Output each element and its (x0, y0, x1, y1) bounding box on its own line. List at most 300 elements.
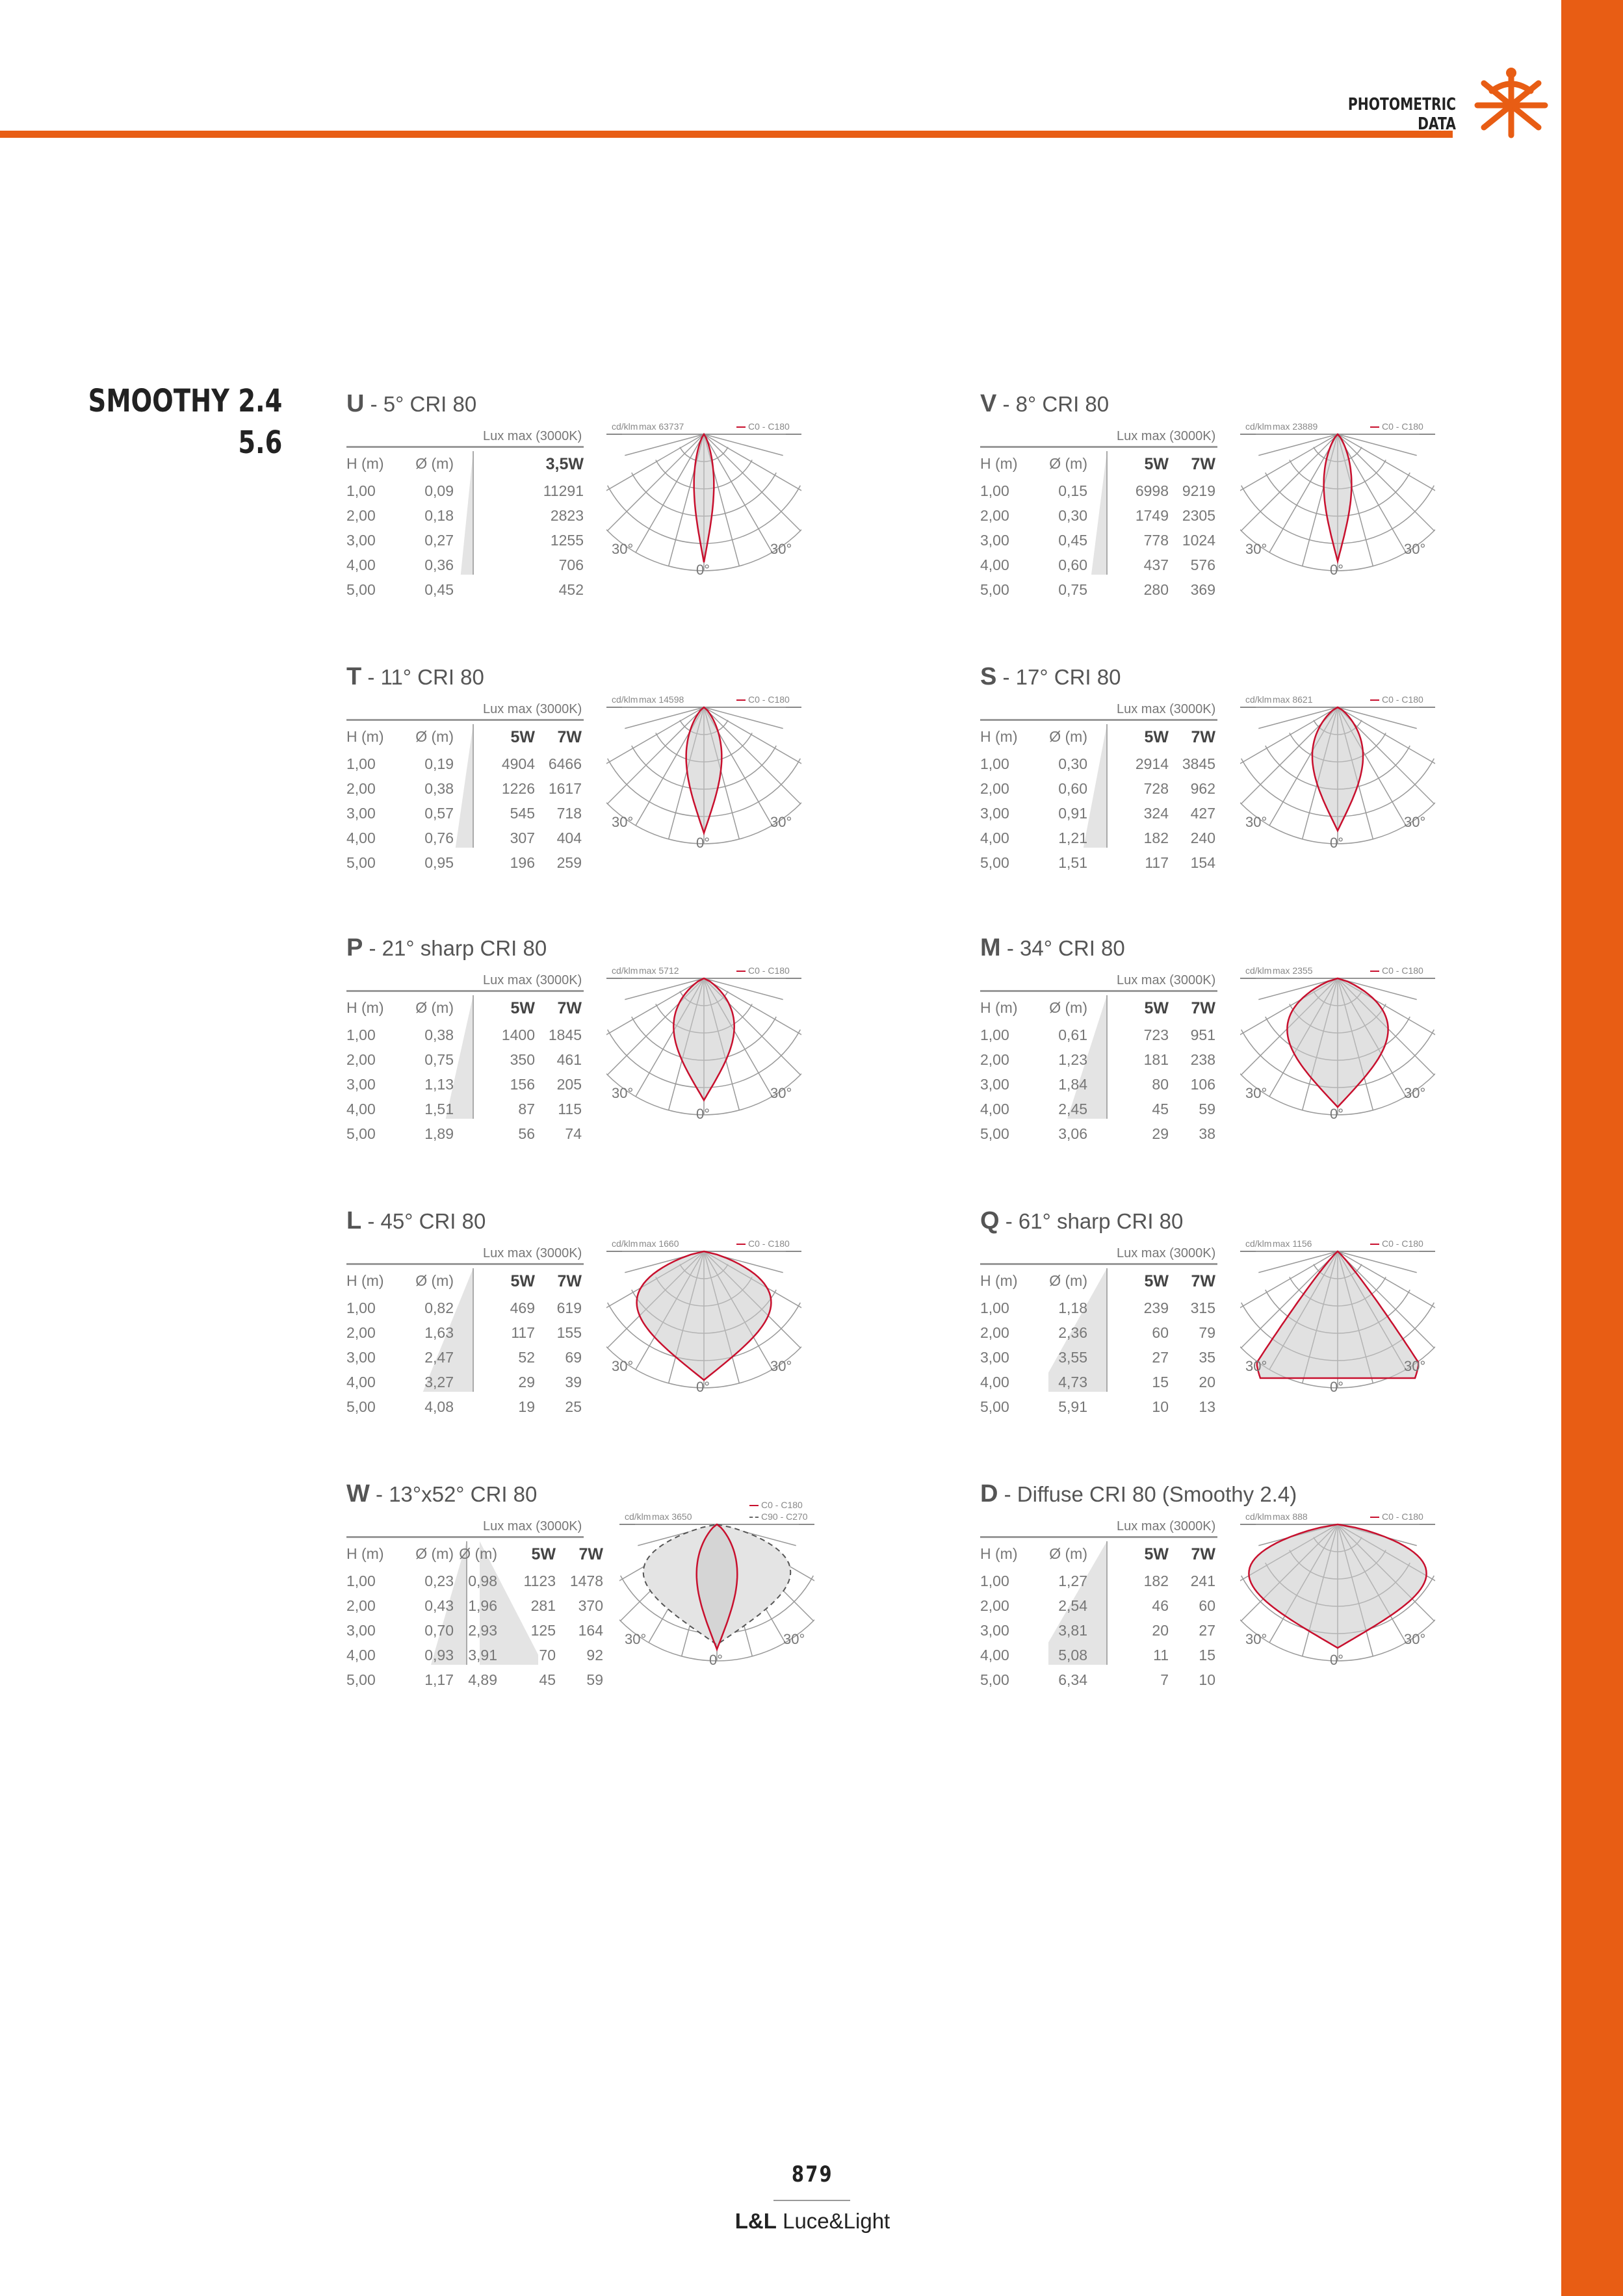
table-cell: 3,06 (1058, 1125, 1087, 1142)
unit-label: cd/klm (1245, 965, 1272, 976)
table-cell: 15 (1152, 1374, 1169, 1390)
table-cell: 5,00 (346, 1398, 376, 1415)
table-cell: 1,00 (346, 755, 376, 772)
section-title: PHOTOMETRIC DATA (1347, 95, 1456, 134)
table-cell: 281 (530, 1597, 556, 1614)
column-header: Ø (m) (415, 728, 454, 745)
table-cell: 437 (1143, 556, 1169, 573)
column-header: Ø (m) (459, 1545, 497, 1562)
polar-spoke (704, 434, 783, 456)
table-cell: 19 (518, 1398, 535, 1415)
angle-label-right: 30° (1404, 541, 1426, 557)
polar-spoke (608, 434, 704, 530)
block-title (346, 1207, 486, 1235)
table-cell: 3,00 (346, 1076, 376, 1093)
lux-max-label: Lux max (3000K) (1117, 1246, 1216, 1260)
table-cell: 1749 (1135, 507, 1169, 524)
table-cell: 3,00 (346, 805, 376, 822)
column-header: Ø (m) (415, 1545, 454, 1562)
table-cell: 5,00 (980, 854, 1009, 871)
table-cell: 0,60 (1058, 556, 1087, 573)
power-header: 5W (510, 999, 535, 1017)
table-cell: 3,00 (980, 1076, 1009, 1093)
table-cell: 5,00 (346, 581, 376, 598)
legend-line-icon (1370, 971, 1379, 972)
header-divider (346, 1263, 584, 1265)
table-cell: 5,91 (1058, 1398, 1087, 1415)
table-cell: 1,89 (424, 1125, 454, 1142)
power-header: 7W (557, 999, 582, 1017)
header-divider (980, 990, 1217, 992)
table-cell: 0,95 (424, 854, 454, 871)
legend-c0 (736, 1238, 790, 1249)
table-cell: 369 (1190, 581, 1215, 598)
table-cell: 0,91 (1058, 805, 1087, 822)
optic-description: - 8° CRI 80 (996, 392, 1110, 416)
column-header: H (m) (346, 1272, 384, 1289)
table-cell: 0,19 (424, 755, 454, 772)
optic-description: - 5° CRI 80 (364, 392, 477, 416)
table-cell: 238 (1190, 1051, 1215, 1068)
max-intensity-label: max 2355 (1273, 965, 1313, 976)
column-header: H (m) (980, 455, 1018, 472)
legend-line-icon (736, 971, 746, 972)
table-cell: 1845 (548, 1026, 582, 1043)
table-cell: 469 (510, 1299, 535, 1316)
table-cell: 27 (1199, 1622, 1215, 1639)
lux-max-label: Lux max (3000K) (1117, 1519, 1216, 1533)
photometric-block-d (980, 1480, 1435, 1695)
legend-c0 (1370, 694, 1423, 705)
header-divider (346, 1536, 584, 1538)
table-cell: 1,18 (1058, 1299, 1087, 1316)
table-cell: 0,60 (1058, 780, 1087, 797)
power-header: 7W (1191, 999, 1215, 1017)
photometric-block-t (346, 663, 801, 878)
table-cell: 125 (530, 1622, 556, 1639)
table-cell: 0,45 (1058, 532, 1087, 549)
power-header: 5W (1144, 1545, 1169, 1563)
table-cell: 1024 (1182, 532, 1215, 549)
angle-label-zero: 0° (1330, 1106, 1344, 1122)
footer-brand (682, 2209, 942, 2234)
header-divider (346, 990, 584, 992)
table-cell: 11 (1153, 1647, 1169, 1663)
table-cell: 182 (1143, 829, 1169, 846)
polar-chart (1240, 961, 1435, 1150)
column-header: H (m) (980, 1545, 1018, 1562)
table-cell: 2,00 (980, 507, 1009, 524)
table-cell: 7 (1160, 1671, 1169, 1688)
table-cell: 2305 (1182, 507, 1215, 524)
table-cell: 87 (518, 1101, 535, 1117)
column-header: Ø (m) (1049, 728, 1087, 745)
table-cell: 45 (539, 1671, 556, 1688)
legend-text: C0 - C180 (748, 421, 790, 432)
column-header: H (m) (346, 1545, 384, 1562)
table-cell: 117 (511, 1324, 535, 1341)
angle-label-right: 30° (1404, 1085, 1426, 1101)
angle-label-right: 30° (770, 1085, 792, 1101)
optic-description: - 11° CRI 80 (361, 665, 484, 689)
table-cell: 1,17 (424, 1671, 454, 1688)
distribution-curve-c0 (1312, 707, 1363, 831)
photometric-block-w (346, 1480, 808, 1695)
block-title (346, 663, 484, 691)
table-cell: 2,00 (980, 1597, 1009, 1614)
polar-spoke (1338, 434, 1417, 456)
table-cell: 80 (1152, 1076, 1169, 1093)
lux-max-label: Lux max (3000K) (483, 429, 582, 443)
angle-label-right: 30° (770, 1358, 792, 1374)
unit-label: cd/klm (1245, 421, 1272, 432)
table-cell: 56 (518, 1125, 535, 1142)
polar-chart (619, 1500, 814, 1696)
block-title (980, 663, 1121, 691)
table-cell: 29 (518, 1374, 535, 1390)
table-cell: 181 (1143, 1051, 1169, 1068)
block-title (346, 1480, 537, 1508)
chart-header (606, 1234, 801, 1249)
table-cell: 6,34 (1058, 1671, 1087, 1688)
distribution-curve-c0 (1249, 1524, 1426, 1648)
legend-line-icon (1370, 699, 1379, 701)
unit-label: cd/klm (1245, 694, 1272, 705)
table-cell: 1,84 (1058, 1076, 1087, 1093)
legend-text: C0 - C180 (748, 965, 790, 976)
table-cell: 1,00 (980, 1026, 1009, 1043)
legend-text: C0 - C180 (1382, 421, 1423, 432)
table-cell: 370 (578, 1597, 603, 1614)
table-cell: 239 (1143, 1299, 1169, 1316)
block-title (980, 1480, 1297, 1508)
optic-letter: D (980, 1480, 998, 1507)
power-header: 5W (1144, 1272, 1169, 1290)
table-cell: 3,00 (346, 1622, 376, 1639)
chart-header (1240, 417, 1435, 432)
table-cell: 60 (1199, 1597, 1215, 1614)
table-cell: 1,13 (424, 1076, 454, 1093)
lux-max-label: Lux max (3000K) (1117, 973, 1216, 987)
optic-letter: P (346, 934, 363, 961)
chart-header (619, 1500, 814, 1522)
header-divider (980, 1263, 1217, 1265)
page-number: 879 (792, 2161, 833, 2187)
legend-c0 (1370, 421, 1423, 432)
chart-header (1240, 961, 1435, 976)
table-cell: 25 (565, 1398, 582, 1415)
table-cell: 11291 (543, 482, 584, 499)
chart-header (606, 690, 801, 705)
table-cell: 5,00 (980, 1398, 1009, 1415)
angle-label-left: 30° (612, 1085, 634, 1101)
lux-max-label: Lux max (3000K) (483, 1246, 582, 1260)
max-intensity-label: max 888 (1273, 1511, 1308, 1522)
legend-line-icon (1370, 1517, 1379, 1518)
angle-label-zero: 0° (696, 1379, 710, 1395)
table-cell: 0,09 (424, 482, 454, 499)
legend-text: C90 - C270 (761, 1511, 808, 1522)
optic-letter: W (346, 1480, 370, 1507)
accent-sidebar (1561, 0, 1623, 2296)
wedge-shape (456, 724, 473, 848)
polar-spoke (1338, 434, 1435, 502)
table-cell: 20 (1152, 1622, 1169, 1639)
table-cell: 5,00 (346, 1671, 376, 1688)
legend-c0 (1370, 965, 1423, 976)
table-cell: 1,00 (980, 1572, 1009, 1589)
power-header: 5W (510, 728, 535, 746)
table-cell: 4,00 (346, 829, 376, 846)
chart-header (1240, 690, 1435, 705)
table-cell: 0,43 (424, 1597, 454, 1614)
table-cell: 0,61 (1058, 1026, 1087, 1043)
lux-max-label: Lux max (3000K) (483, 973, 582, 987)
column-header: H (m) (980, 728, 1018, 745)
table-cell: 0,76 (424, 829, 454, 846)
header-divider (980, 446, 1217, 448)
table-cell: 241 (1190, 1572, 1215, 1589)
table-cell: 259 (556, 854, 582, 871)
angle-label-left: 30° (625, 1631, 647, 1647)
table-cell: 427 (1190, 805, 1215, 822)
table-cell: 1226 (501, 780, 535, 797)
table-cell: 0,45 (424, 581, 454, 598)
angle-label-left: 30° (612, 1358, 634, 1374)
table-cell: 0,75 (424, 1051, 454, 1068)
table-cell: 1,27 (1058, 1572, 1087, 1589)
power-header: 5W (510, 1272, 535, 1290)
table-cell: 9219 (1182, 482, 1215, 499)
angle-label-zero: 0° (709, 1652, 723, 1668)
legend-text: C0 - C180 (761, 1500, 803, 1510)
table-cell: 576 (1190, 556, 1215, 573)
angle-label-zero: 0° (1330, 562, 1344, 578)
polar-spoke (704, 434, 800, 530)
table-cell: 315 (1190, 1299, 1215, 1316)
table-cell: 2,54 (1058, 1597, 1087, 1614)
table-cell: 106 (1190, 1076, 1215, 1093)
polar-spoke (1240, 434, 1338, 502)
table-cell: 6998 (1135, 482, 1169, 499)
unit-label: cd/klm (612, 1238, 638, 1249)
unit-label: cd/klm (625, 1511, 651, 1522)
table-cell: 154 (1190, 854, 1215, 871)
legend-line-icon (1370, 426, 1379, 428)
legend-line-icon (736, 699, 746, 701)
table-cell: 0,15 (1058, 482, 1087, 499)
optic-letter: S (980, 663, 997, 690)
max-intensity-label: max 63737 (639, 421, 684, 432)
polar-spoke (1258, 434, 1338, 456)
table-cell: 69 (565, 1349, 582, 1366)
table-cell: 2,00 (346, 780, 376, 797)
max-intensity-label: max 1660 (639, 1238, 679, 1249)
power-header: 5W (1144, 455, 1169, 473)
polar-chart (1240, 1234, 1435, 1423)
table-cell: 46 (1152, 1597, 1169, 1614)
legend-text: C0 - C180 (748, 1238, 790, 1249)
photometric-block-v (980, 390, 1435, 605)
column-header: H (m) (980, 999, 1018, 1016)
angle-label-left: 30° (612, 541, 634, 557)
table-cell: 4,00 (980, 1647, 1009, 1663)
chart-header (1240, 1507, 1435, 1522)
photometric-block-l (346, 1207, 801, 1422)
column-header: Ø (m) (1049, 1272, 1087, 1289)
optic-letter: Q (980, 1207, 1000, 1234)
power-header: 7W (578, 1545, 603, 1563)
block-title (980, 934, 1125, 962)
angle-label-zero: 0° (696, 835, 710, 851)
table-cell: 2,00 (346, 1324, 376, 1341)
table-cell: 307 (510, 829, 535, 846)
polar-chart (1240, 690, 1435, 879)
optic-letter: V (980, 390, 997, 417)
power-header: 5W (531, 1545, 556, 1563)
lux-max-label: Lux max (3000K) (1117, 429, 1216, 443)
table-cell: 4,00 (346, 1101, 376, 1117)
polar-spoke (704, 434, 801, 502)
polar-spoke (606, 434, 704, 502)
table-cell: 461 (556, 1051, 582, 1068)
column-header: Ø (m) (415, 455, 454, 472)
table-cell: 10 (1199, 1671, 1215, 1688)
chart-header (606, 417, 801, 432)
table-cell: 3,27 (424, 1374, 454, 1390)
legend-line-icon (736, 426, 746, 428)
angle-label-zero: 0° (1330, 1379, 1344, 1395)
table-cell: 723 (1143, 1026, 1169, 1043)
optic-letter: M (980, 934, 1001, 961)
power-header: 7W (1191, 455, 1215, 473)
power-header: 3,5W (545, 455, 584, 473)
table-cell: 3,00 (980, 532, 1009, 549)
block-title (980, 390, 1109, 418)
table-cell: 38 (1199, 1125, 1215, 1142)
legend-line-icon (736, 1244, 746, 1245)
polar-chart (1240, 1507, 1435, 1696)
header-rule (0, 131, 1453, 138)
legend-text: C0 - C180 (1382, 1238, 1423, 1249)
chart-header (606, 961, 801, 976)
table-cell: 1617 (548, 780, 582, 797)
photometric-block-u (346, 390, 801, 605)
table-cell: 3,81 (1058, 1622, 1087, 1639)
column-header: Ø (m) (415, 999, 454, 1016)
table-cell: 2,00 (346, 1051, 376, 1068)
table-cell: 5,00 (346, 1125, 376, 1142)
table-cell: 1,63 (424, 1324, 454, 1341)
brand-full: Luce&Light (776, 2209, 890, 2233)
block-title (980, 1207, 1183, 1235)
table-cell: 39 (565, 1374, 582, 1390)
lux-max-label: Lux max (3000K) (1117, 702, 1216, 716)
footer-rule (773, 2200, 850, 2201)
table-cell: 35 (1199, 1349, 1215, 1366)
optic-description: - 34° CRI 80 (1000, 936, 1125, 960)
table-cell: 1,00 (980, 482, 1009, 499)
power-header: 7W (1191, 1545, 1215, 1563)
legend-c0 (1370, 1511, 1423, 1522)
table-cell: 0,30 (1058, 755, 1087, 772)
table-cell: 4,00 (980, 1101, 1009, 1117)
table-cell: 1,00 (346, 1299, 376, 1316)
table-cell: 1400 (501, 1026, 535, 1043)
angle-label-zero: 0° (1330, 835, 1344, 851)
table-cell: 10 (1152, 1398, 1169, 1415)
photometric-block-m (980, 934, 1435, 1149)
table-cell: 1,00 (346, 1026, 376, 1043)
table-cell: 0,30 (1058, 507, 1087, 524)
column-header: Ø (m) (1049, 455, 1087, 472)
table-cell: 74 (565, 1125, 582, 1142)
table-cell: 2823 (550, 507, 584, 524)
table-cell: 79 (1199, 1324, 1215, 1341)
table-cell: 3,00 (980, 805, 1009, 822)
table-cell: 1,21 (1058, 829, 1087, 846)
optic-letter: U (346, 390, 365, 417)
table-cell: 1478 (569, 1572, 603, 1589)
table-cell: 0,36 (424, 556, 454, 573)
table-cell: 718 (556, 805, 582, 822)
table-cell: 3,00 (346, 1349, 376, 1366)
table-cell: 4,73 (1058, 1374, 1087, 1390)
angle-label-right: 30° (783, 1631, 805, 1647)
optic-letter: T (346, 663, 362, 690)
polar-chart (606, 690, 801, 879)
column-header: H (m) (980, 1272, 1018, 1289)
table-cell: 1,00 (346, 482, 376, 499)
unit-label: cd/klm (612, 965, 638, 976)
table-cell: 1,00 (346, 1572, 376, 1589)
distribution-curve-c0 (637, 1251, 772, 1380)
legend-text: C0 - C180 (1382, 965, 1423, 976)
polar-chart (606, 1234, 801, 1423)
table-cell: 2,00 (346, 507, 376, 524)
table-cell: 3,00 (980, 1349, 1009, 1366)
table-cell: 2,00 (980, 780, 1009, 797)
table-cell: 4,00 (980, 556, 1009, 573)
table-cell: 3,91 (468, 1647, 497, 1663)
table-cell: 5,08 (1058, 1647, 1087, 1663)
angle-label-left: 30° (1245, 1358, 1267, 1374)
column-header: H (m) (346, 999, 384, 1016)
unit-label: cd/klm (1245, 1238, 1272, 1249)
table-cell: 1,51 (1058, 854, 1087, 871)
table-cell: 4,00 (980, 829, 1009, 846)
unit-label: cd/klm (612, 694, 638, 705)
table-cell: 0,70 (424, 1622, 454, 1639)
table-cell: 2,36 (1058, 1324, 1087, 1341)
table-cell: 0,98 (468, 1572, 497, 1589)
table-cell: 117 (1145, 854, 1169, 871)
max-intensity-label: max 5712 (639, 965, 679, 976)
angle-label-left: 30° (1245, 1085, 1267, 1101)
table-cell: 27 (1152, 1349, 1169, 1366)
table-cell: 20 (1199, 1374, 1215, 1390)
column-header: Ø (m) (1049, 999, 1087, 1016)
legend-c0-top (749, 1500, 803, 1510)
legend-line-icon (749, 1505, 759, 1506)
header-divider (346, 719, 584, 721)
optic-description: - 21° sharp CRI 80 (363, 936, 547, 960)
legend-text: C0 - C180 (748, 694, 790, 705)
table-cell: 1,00 (980, 1299, 1009, 1316)
unit-label: cd/klm (612, 421, 638, 432)
legend-c90 (749, 1511, 808, 1522)
column-header: Ø (m) (415, 1272, 454, 1289)
